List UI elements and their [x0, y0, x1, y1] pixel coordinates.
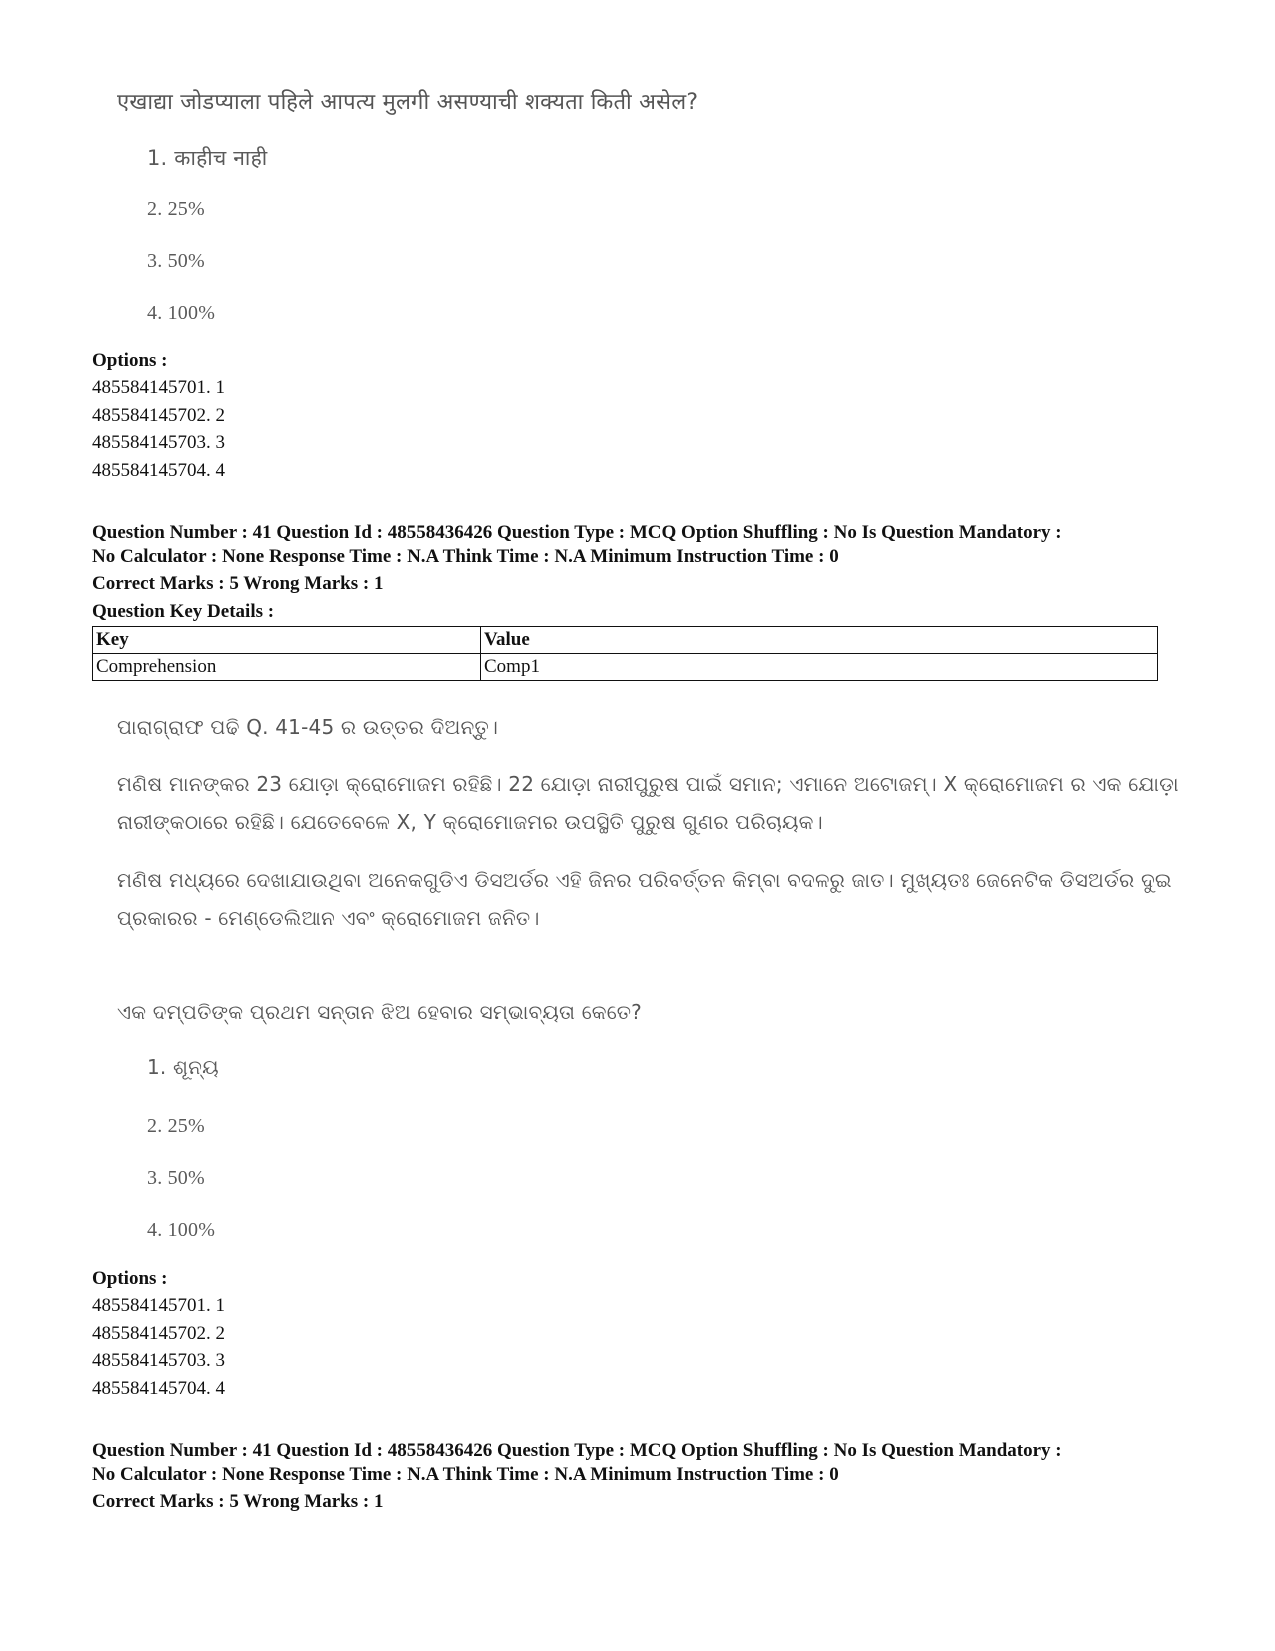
table-header-row — [93, 627, 1158, 654]
choice-4: 4. 100% — [147, 1219, 216, 1241]
choice-1: 1. ଶୂନ୍ୟ — [147, 1055, 219, 1079]
option-row: 485584145704. 4 — [92, 460, 225, 481]
choice-1: 1. काहीच नाही — [147, 146, 268, 170]
question-meta-line-1: Question Number : 41 Question Id : 48558436426 Question Type : MCQ Option Shuffling : No Is Question Mandatory : — [92, 1440, 1062, 1461]
question-meta-line-1: Question Number : 41 Question Id : 48558436426 Question Type : MCQ Option Shuffling : No Is Question Mandatory : — [92, 522, 1062, 543]
option-row: 485584145704. 4 — [92, 1378, 225, 1399]
choice-3: 3. 50% — [147, 250, 205, 272]
options-label: Options : — [92, 1268, 168, 1289]
question-meta-line-2: No Calculator : None Response Time : N.A Think Time : N.A Minimum Instruction Time : 0 — [92, 546, 839, 567]
marks-line: Correct Marks : 5 Wrong Marks : 1 — [92, 573, 384, 594]
passage-para1-line1: ମଣିଷ ମାନଙ୍କର 23 ଯୋଡ଼ା କ୍ରୋମୋଜମ ରହିଛି। 22 ଯୋଡ଼ା ନାରୀପୁରୁଷ ପାଇଁ ସମାନ; ଏମାନେ ଅଟୋଜମ୍। X କ୍ରୋମୋଜମ ର ଏକ ଯୋଡ଼ା — [117, 772, 1179, 796]
table-cell-key: Comprehension — [93, 654, 481, 681]
question-text-marathi: एखाद्या जोडप्याला पहिले आपत्य मुलगी असण्याची शक्यता किती असेल? — [117, 90, 699, 115]
table-cell-value: Comp1 — [481, 654, 1158, 681]
option-row: 485584145702. 2 — [92, 1323, 225, 1344]
options-label: Options : — [92, 350, 168, 371]
choice-2: 2. 25% — [147, 198, 205, 220]
choice-4: 4. 100% — [147, 302, 216, 324]
table-header-value: Value — [481, 627, 1158, 654]
passage-para1-line2: ନାରୀଙ୍କଠାରେ ରହିଛି। ଯେତେବେଳେ X, Y କ୍ରୋମୋଜମର ଉପସ୍ଥିତି ପୁରୁଷ ଗୁଣର ପରିଚାୟକ। — [117, 810, 823, 834]
choice-3: 3. 50% — [147, 1167, 205, 1189]
passage-para2-line2: ପ୍ରକାରର - ମେଣ୍ଡେଲିଆନ ଏବଂ କ୍ରୋମୋଜମ ଜନିତ। — [117, 906, 540, 930]
table-row — [93, 654, 1158, 681]
marks-line: Correct Marks : 5 Wrong Marks : 1 — [92, 1491, 384, 1512]
key-details-label: Question Key Details : — [92, 601, 275, 622]
option-row: 485584145701. 1 — [92, 377, 225, 398]
option-row: 485584145702. 2 — [92, 405, 225, 426]
choice-2: 2. 25% — [147, 1115, 205, 1137]
question-text-odia: ଏକ ଦମ୍ପତିଙ୍କ ପ୍ରଥମ ସନ୍ତାନ ଝିଅ ହେବାର ସମ୍ଭାବ୍ୟତା କେତେ? — [117, 1000, 642, 1024]
option-row: 485584145701. 1 — [92, 1295, 225, 1316]
passage-para2-line1: ମଣିଷ ମଧ୍ୟରେ ଦେଖାଯାଉଥିବା ଅନେକଗୁଡିଏ ଡିସଅର୍ଡର ଏହି ଜିନର ପରିବର୍ତ୍ତନ କିମ୍ବା ବଦଳରୁ ଜାତ। ମୁଖ୍ୟତଃ ଜେନେଟିକ ଡିସଅର୍ଡର ଦୁଇ — [117, 868, 1172, 892]
table-header-key: Key — [93, 627, 481, 654]
question-meta-line-2: No Calculator : None Response Time : N.A Think Time : N.A Minimum Instruction Time : 0 — [92, 1464, 839, 1485]
passage-instruction: ପାରାଗ୍ରାଫ ପଢି Q. 41-45 ର ଉତ୍ତର ଦିଅନ୍ତୁ। — [117, 715, 499, 739]
option-row: 485584145703. 3 — [92, 1350, 225, 1371]
key-details-table — [92, 626, 1158, 681]
option-row: 485584145703. 3 — [92, 432, 225, 453]
